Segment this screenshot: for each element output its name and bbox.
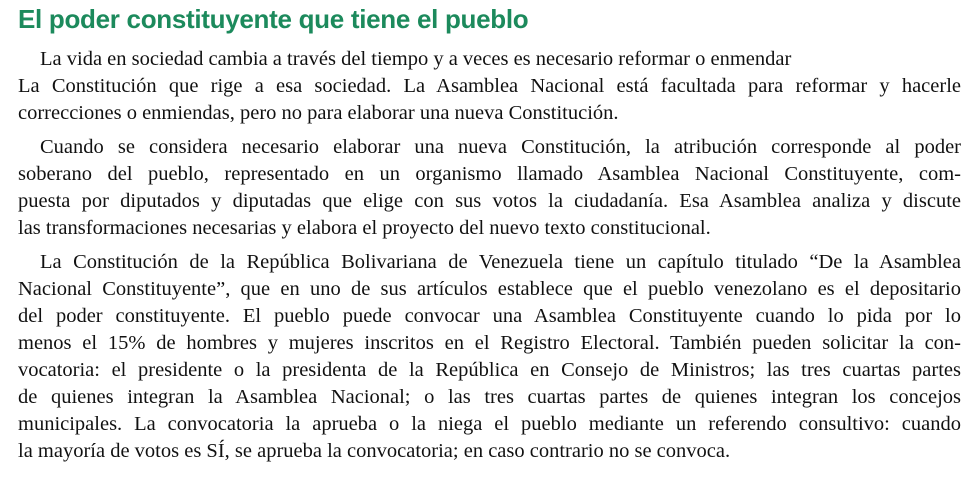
paragraph-line: municipales. La convocatoria la aprueba o la niega el pueblo mediante un referendo consultivo: cuando [18,413,961,435]
paragraph-line: correcciones o enmiendas, pero no para elaborar una nueva Constitución. [18,102,619,124]
section-heading: El poder constituyente que tiene el pueblo [18,4,529,34]
paragraph-line: puesta por diputados y diputadas que elige con sus votos la ciudadanía. Esa Asamblea analiza y discute [18,190,961,212]
paragraph-line: las transformaciones necesarias y elabora el proyecto del nuevo texto constitucional. [18,217,711,239]
paragraph-2 [18,134,961,242]
paragraph-line: soberano del pueblo, representado en un organismo llamado Asamblea Nacional Constituyente, com- [18,163,961,185]
paragraph-line: La Constitución que rige a esa sociedad. La Asamblea Nacional está facultada para reformar y hacerle [18,75,961,97]
paragraph-3 [18,249,961,465]
paragraph-line: de quienes integran la Asamblea Nacional; o las tres cuartas partes de quienes integran los concejos [18,386,961,408]
paragraph-line: menos el 15% de hombres y mujeres inscritos en el Registro Electoral. También pueden solicitar la con- [18,332,961,354]
paragraph-line: La vida en sociedad cambia a través del tiempo y a veces es necesario reformar o enmendar [40,48,792,70]
paragraph-line: Cuando se considera necesario elaborar una nueva Constitución, la atribución corresponde al poder [40,136,961,158]
paragraph-line: La Constitución de la República Bolivariana de Venezuela tiene un capítulo titulado “De la Asamblea [40,251,961,273]
paragraph-line: del poder constituyente. El pueblo puede convocar una Asamblea Constituyente cuando lo pida por lo [18,305,961,327]
body-text [18,46,961,465]
paragraph-1 [18,46,961,127]
paragraph-line: Nacional Constituyente”, que en uno de sus artículos establece que el pueblo venezolano es el depositario [18,278,961,300]
paragraph-line: vocatoria: el presidente o la presidenta de la República en Consejo de Ministros; las tres cuartas partes [18,359,961,381]
paragraph-line: la mayoría de votos es SÍ, se aprueba la convocatoria; en caso contrario no se convoca. [18,440,731,462]
